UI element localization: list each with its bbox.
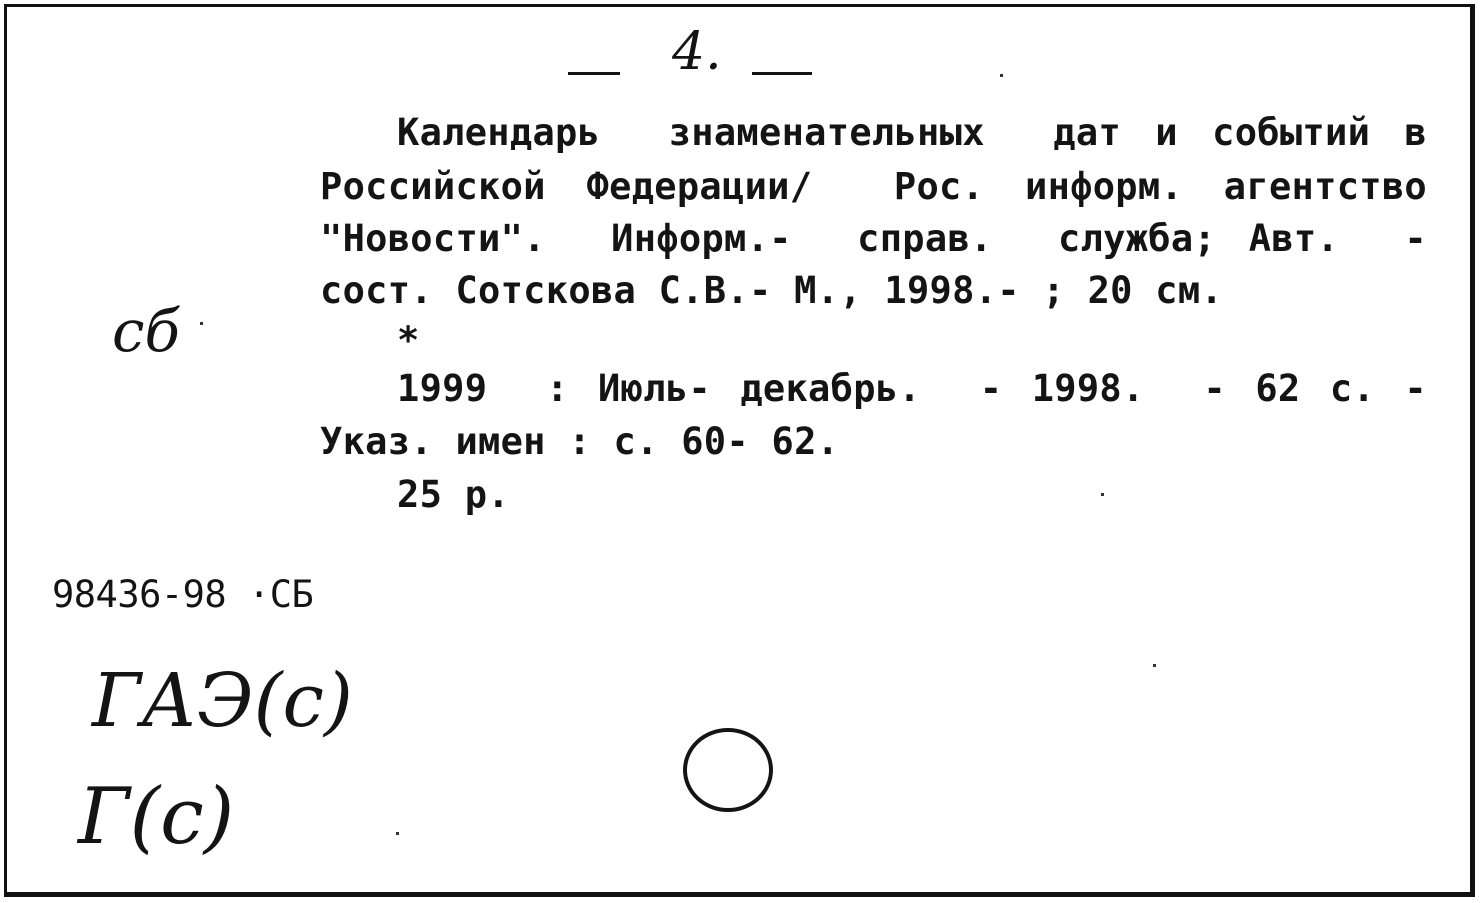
accession-number: 98436-98 ·СБ: [52, 573, 314, 616]
circle-mark: [678, 724, 778, 816]
page-number: 4.: [672, 22, 722, 82]
entry-line-1: Календарь знаменательных дат и событий в: [397, 111, 1427, 154]
scan-speck: [1101, 493, 1104, 496]
header-dash-right: [752, 72, 812, 75]
entry-line-6: Указ. имен : с. 60- 62.: [320, 420, 840, 463]
scan-speck: [396, 832, 399, 835]
scan-speck: [200, 322, 203, 325]
entry-line-5: 1999 : Июль- декабрь. - 1998. - 62 с. -: [397, 367, 1427, 410]
handwritten-code-1: ГАЭ(с): [92, 658, 353, 744]
entry-line-3: "Новости". Информ.- справ. служба; Авт. -: [320, 217, 1427, 260]
entry-star: *: [397, 319, 420, 362]
entry-line-4: сост. Сотскова С.В.- М., 1998.- ; 20 см.: [320, 269, 1224, 312]
header-dash-left: [568, 72, 620, 75]
left-margin-note: сб: [112, 297, 180, 365]
entry-price: 25 р.: [397, 473, 510, 516]
scan-speck: [1153, 664, 1156, 667]
scan-speck: [1000, 74, 1003, 77]
entry-line-2: Российской Федерации/ Рос. информ. агентство: [320, 165, 1427, 208]
handwritten-code-2: Г(с): [78, 772, 235, 862]
